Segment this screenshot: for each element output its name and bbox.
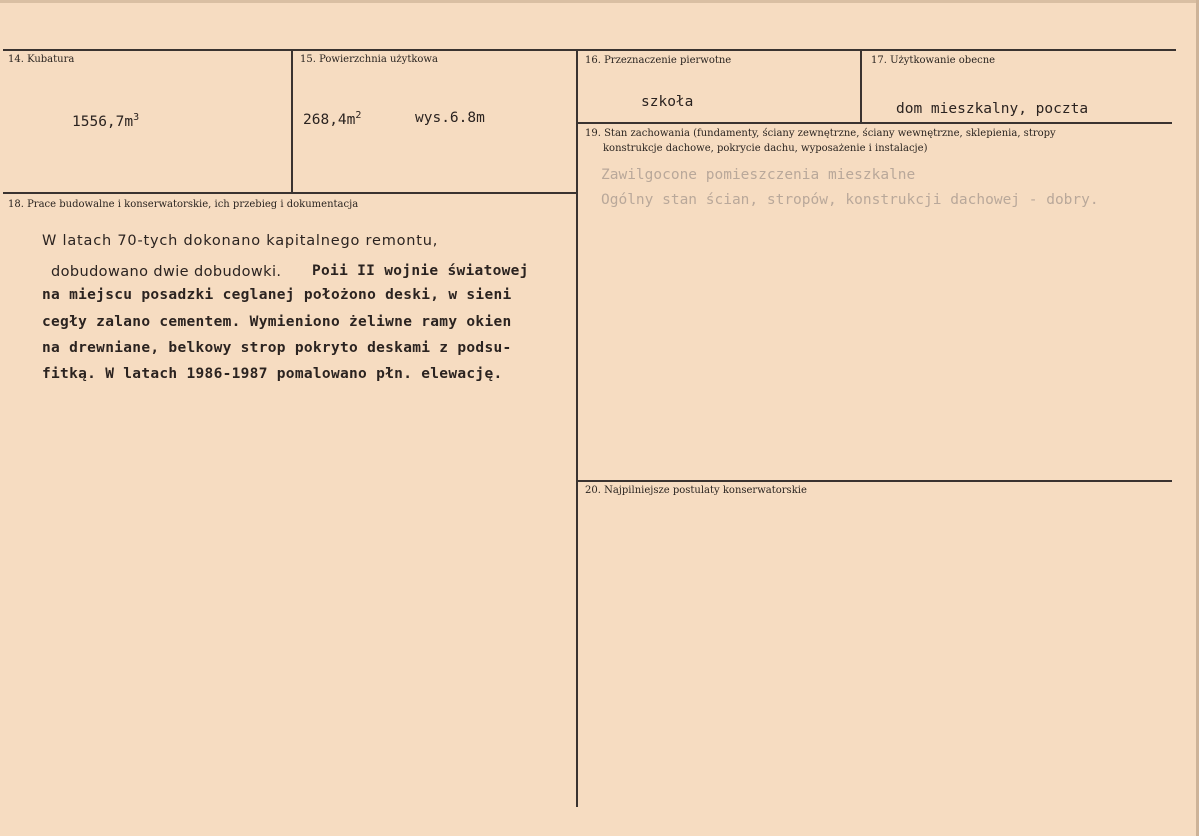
rule-16-17-bottom: [578, 122, 1172, 124]
center-divider: [576, 49, 578, 807]
field-18-line-6: fitką. W latach 1986-1987 pomalowano płn. elewację.: [42, 366, 503, 382]
divider-14-15: [291, 49, 293, 192]
field-16-value: szkoła: [641, 94, 694, 110]
rule-19-bottom: [578, 480, 1172, 482]
field-20-label: 20. Najpilniejsze postulaty konserwatorskie: [585, 485, 807, 496]
field-18-line-2b: Poii II wojnie światowej: [312, 263, 529, 279]
field-17-value: dom mieszkalny, poczta: [896, 101, 1089, 117]
divider-16-17: [860, 49, 862, 122]
rule-14-15-bottom: [3, 192, 576, 194]
field-18-line-5: na drewniane, belkowy strop pokryto deskami z podsu-: [42, 340, 512, 356]
field-15-label: 15. Powierzchnia użytkowa: [300, 54, 438, 65]
field-18-label: 18. Prace budowalne i konserwatorskie, ich przebieg i dokumentacja: [8, 199, 359, 210]
field-19-line-2: Ogólny stan ścian, stropów, konstrukcji dachowej - dobry.: [601, 192, 1099, 208]
field-19-label-line-1: 19. Stan zachowania (fundamenty, ściany zewnętrzne, ściany wewnętrzne, sklepienia, stropy: [585, 128, 1056, 139]
field-17-label: 17. Użytkowanie obecne: [871, 55, 996, 66]
field-19-label-line-2: konstrukcje dachowe, pokrycie dachu, wyposażenie i instalacje): [603, 143, 928, 154]
top-rule: [3, 49, 1176, 51]
field-18-line-2a: dobudowano dwie dobudowki.: [51, 264, 282, 280]
field-15-value: $268,4m^2$: [303, 110, 362, 128]
field-18-line-1: W latach 70-tych dokonano kapitalnego remontu,: [42, 233, 439, 249]
field-18-line-4: cegły zalano cementem. Wymieniono żeliwne ramy okien: [42, 314, 512, 330]
field-16-label: 16. Przeznaczenie pierwotne: [585, 55, 732, 66]
card-top-edge: [0, 0, 1199, 3]
field-14-value: $1556,7m^3$: [72, 112, 140, 130]
field-14-label: 14. Kubatura: [8, 54, 75, 65]
field-18-line-3: na miejscu posadzki ceglanej położono deski, w sieni: [42, 287, 512, 303]
field-15-height: wys.6.8m: [415, 110, 485, 126]
field-19-line-1: Zawilgocone pomieszczenia mieszkalne: [601, 167, 916, 183]
